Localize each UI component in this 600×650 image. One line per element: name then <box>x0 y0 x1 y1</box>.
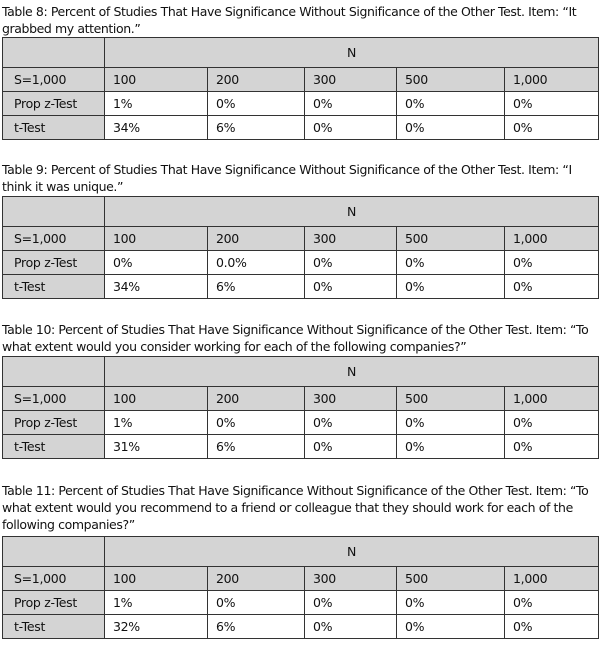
data-cell: 0% <box>397 435 505 459</box>
data-cell: 34% <box>105 116 208 140</box>
n-value-header: 100 <box>105 227 208 251</box>
table-9 <box>2 196 599 299</box>
data-cell: 6% <box>208 435 305 459</box>
data-cell: 0% <box>397 615 505 639</box>
data-cell: 0% <box>305 435 397 459</box>
data-cell: 0% <box>397 251 505 275</box>
row-label: t-Test <box>3 275 105 299</box>
table-8 <box>2 37 599 140</box>
n-value-header: 300 <box>305 387 397 411</box>
sample-size-label: S=1,000 <box>3 567 105 591</box>
n-value-header: 500 <box>397 68 505 92</box>
data-cell: 32% <box>105 615 208 639</box>
n-value-header: 500 <box>397 227 505 251</box>
data-cell: 0% <box>305 251 397 275</box>
table-row <box>3 92 599 116</box>
n-value-header: 200 <box>208 227 305 251</box>
table-8-caption: Table 8: Percent of Studies That Have Significance Without Significance of the Other Test. Item: “It grabbed my attention.” <box>2 4 577 36</box>
n-header: N <box>105 38 599 68</box>
n-value-header: 100 <box>105 387 208 411</box>
data-cell: 0% <box>305 92 397 116</box>
row-label: t-Test <box>3 615 105 639</box>
data-cell: 0% <box>305 591 397 615</box>
row-label: Prop z-Test <box>3 92 105 116</box>
data-cell: 0% <box>397 591 505 615</box>
n-value-header: 300 <box>305 68 397 92</box>
data-cell: 0% <box>105 251 208 275</box>
data-cell: 0% <box>208 411 305 435</box>
data-cell: 0% <box>505 251 599 275</box>
data-cell: 1% <box>105 92 208 116</box>
n-value-header: 1,000 <box>505 567 599 591</box>
data-cell: 0.0% <box>208 251 305 275</box>
table-row <box>3 411 599 435</box>
data-cell: 0% <box>505 92 599 116</box>
data-cell: 0% <box>505 591 599 615</box>
table-11-caption: Table 11: Percent of Studies That Have Significance Without Significance of the Other Test. Item: “To what extent would you recommend to a friend or colleague that they should work for each of the following companies?” <box>2 483 589 532</box>
row-label: Prop z-Test <box>3 411 105 435</box>
n-value-header: 1,000 <box>505 387 599 411</box>
empty-corner-cell <box>3 38 105 68</box>
sample-size-label: S=1,000 <box>3 387 105 411</box>
table-row <box>3 251 599 275</box>
data-cell: 6% <box>208 116 305 140</box>
data-cell: 31% <box>105 435 208 459</box>
n-value-header: 500 <box>397 567 505 591</box>
data-cell: 1% <box>105 591 208 615</box>
n-value-header: 300 <box>305 567 397 591</box>
data-cell: 1% <box>105 411 208 435</box>
table-9-caption: Table 9: Percent of Studies That Have Significance Without Significance of the Other Test. Item: “I think it was unique.” <box>2 162 572 194</box>
data-cell: 0% <box>397 116 505 140</box>
data-cell: 0% <box>208 92 305 116</box>
n-header: N <box>105 357 599 387</box>
sample-size-label: S=1,000 <box>3 227 105 251</box>
n-value-header: 300 <box>305 227 397 251</box>
n-value-header: 1,000 <box>505 227 599 251</box>
row-label: Prop z-Test <box>3 591 105 615</box>
sample-size-label: S=1,000 <box>3 68 105 92</box>
data-cell: 0% <box>397 411 505 435</box>
table-row <box>3 116 599 140</box>
empty-corner-cell <box>3 357 105 387</box>
data-cell: 0% <box>505 116 599 140</box>
data-cell: 0% <box>397 92 505 116</box>
n-value-header: 200 <box>208 68 305 92</box>
n-value-header: 1,000 <box>505 68 599 92</box>
data-cell: 0% <box>305 275 397 299</box>
data-cell: 34% <box>105 275 208 299</box>
data-cell: 0% <box>305 615 397 639</box>
table-row <box>3 615 599 639</box>
n-value-header: 100 <box>105 68 208 92</box>
table-row <box>3 435 599 459</box>
data-cell: 6% <box>208 275 305 299</box>
data-cell: 6% <box>208 615 305 639</box>
row-label: Prop z-Test <box>3 251 105 275</box>
table-10-caption: Table 10: Percent of Studies That Have Significance Without Significance of the Other Test. Item: “To what extent would you consider working for each of the following companies?” <box>2 322 589 354</box>
data-cell: 0% <box>305 411 397 435</box>
n-value-header: 200 <box>208 567 305 591</box>
n-value-header: 100 <box>105 567 208 591</box>
data-cell: 0% <box>505 615 599 639</box>
data-cell: 0% <box>208 591 305 615</box>
n-value-header: 200 <box>208 387 305 411</box>
table-10 <box>2 356 599 459</box>
n-header: N <box>105 537 599 567</box>
data-cell: 0% <box>505 275 599 299</box>
data-cell: 0% <box>397 275 505 299</box>
data-cell: 0% <box>505 411 599 435</box>
table-11 <box>2 536 599 639</box>
row-label: t-Test <box>3 435 105 459</box>
table-row <box>3 275 599 299</box>
row-label: t-Test <box>3 116 105 140</box>
n-header: N <box>105 197 599 227</box>
empty-corner-cell <box>3 197 105 227</box>
data-cell: 0% <box>505 435 599 459</box>
n-value-header: 500 <box>397 387 505 411</box>
empty-corner-cell <box>3 537 105 567</box>
table-row <box>3 591 599 615</box>
data-cell: 0% <box>305 116 397 140</box>
